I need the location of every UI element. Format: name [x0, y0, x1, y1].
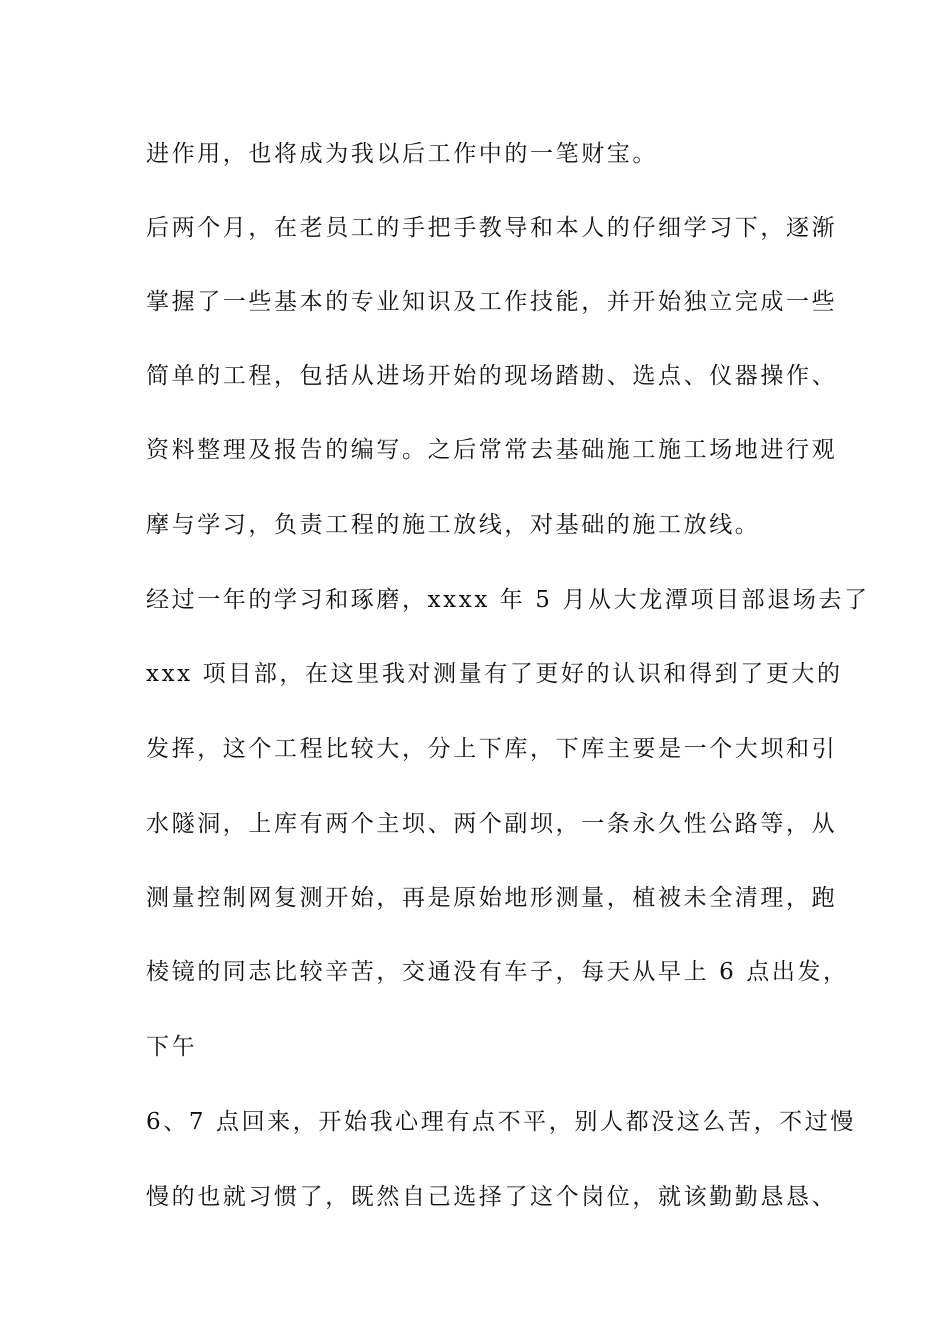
text-line: 水隧洞，上库有两个主坝、两个副坝，一条永久性公路等，从 [146, 811, 838, 837]
text-line: 慢的也就习惯了，既然自己选择了这个岗位，就该勤勤恳恳、 [146, 1184, 838, 1210]
text-line: 棱镜的同志比较辛苦，交通没有车子，每天从早上 6 点出发， [146, 959, 849, 985]
text-line: 简单的工程，包括从进场开始的现场踏勘、选点、仪器操作、 [146, 363, 838, 389]
text-line: 资料整理及报告的编写。之后常常去基础施工施工场地进行观 [146, 437, 838, 463]
text-line: 发挥，这个工程比较大，分上下库，下库主要是一个大坝和引 [146, 736, 838, 762]
text-line: 下午 [146, 1034, 198, 1060]
text-line: 测量控制网复测开始，再是原始地形测量，植被未全清理，跑 [146, 885, 838, 911]
text-line: 经过一年的学习和琢磨，xxxx 年 5 月从大龙潭项目部退场去了 [146, 587, 870, 613]
text-line: 摩与学习，负责工程的施工放线，对基础的施工放线。 [146, 512, 761, 538]
text-line: 后两个月，在老员工的手把手教导和本人的仔细学习下，逐渐 [146, 215, 838, 241]
text-line: 6、7 点回来，开始我心理有点不平，别人都没这么苦，不过慢 [146, 1109, 856, 1135]
text-line: xxx 项目部，在这里我对测量有了更好的认识和得到了更大的 [146, 661, 843, 687]
text-line: 掌握了一些基本的专业知识及工作技能，并开始独立完成一些 [146, 289, 838, 315]
text-line: 进作用，也将成为我以后工作中的一笔财宝。 [146, 141, 658, 167]
